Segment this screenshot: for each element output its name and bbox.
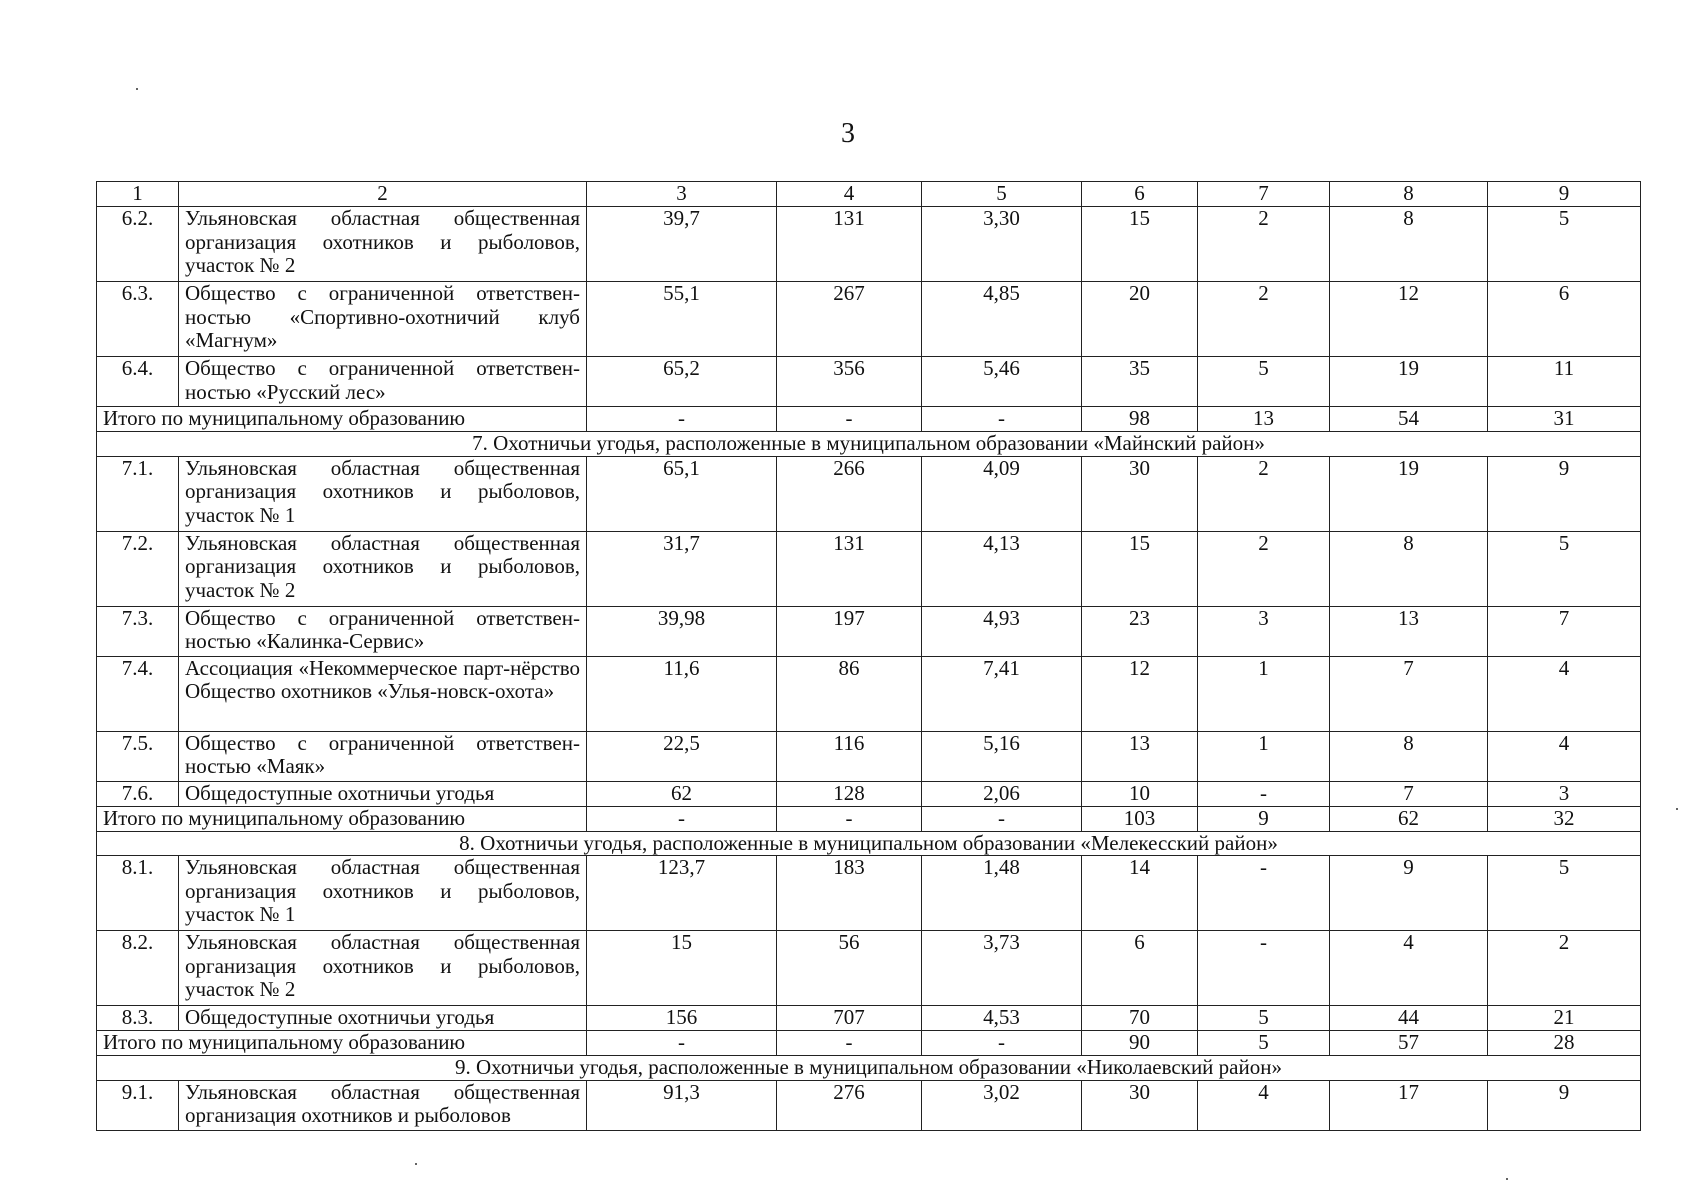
cell-c5: 5,46: [922, 357, 1082, 407]
scan-speck: [136, 88, 138, 90]
scan-speck: [1676, 808, 1678, 810]
cell-c6: 70: [1082, 1006, 1198, 1031]
table-row: [97, 357, 1641, 407]
table-row: [97, 456, 1641, 531]
row-index: 7.2.: [97, 531, 179, 606]
total-row: [97, 1031, 1641, 1056]
cell-c3: 62: [587, 781, 777, 806]
section-header-row: [97, 1056, 1641, 1081]
cell-c8: 12: [1330, 282, 1488, 357]
organization-name: Ульяновская областная общественная организация охотников и рыболовов, участок № 1: [179, 456, 587, 531]
cell-c7: 2: [1198, 282, 1330, 357]
cell-c5: 1,48: [922, 856, 1082, 931]
cell-c3: 65,2: [587, 357, 777, 407]
organization-name: Ульяновская областная общественная организация охотников и рыболовов, участок № 1: [179, 856, 587, 931]
cell-c3: 39,98: [587, 606, 777, 656]
total-c9: 32: [1488, 806, 1641, 831]
cell-c7: 2: [1198, 207, 1330, 282]
cell-c5: 2,06: [922, 781, 1082, 806]
organization-name: Общество с ограниченной ответствен-ностью «Спортивно-охотничий клуб «Магнум»: [179, 282, 587, 357]
cell-c9: 11: [1488, 357, 1641, 407]
total-label: Итого по муниципальному образованию: [97, 806, 587, 831]
cell-c4: 183: [777, 856, 922, 931]
cell-c3: 91,3: [587, 1080, 777, 1130]
total-c3: -: [587, 407, 777, 432]
table-row: [97, 731, 1641, 781]
total-c5: -: [922, 806, 1082, 831]
section-title: 8. Охотничьи угодья, расположенные в муниципальном образовании «Мелекесский район»: [97, 831, 1641, 856]
table-row: [97, 781, 1641, 806]
cell-c5: 5,16: [922, 731, 1082, 781]
total-c9: 31: [1488, 407, 1641, 432]
organization-name: Ульяновская областная общественная организация охотников и рыболовов, участок № 2: [179, 207, 587, 282]
table-row: [97, 282, 1641, 357]
cell-c3: 55,1: [587, 282, 777, 357]
cell-c8: 8: [1330, 531, 1488, 606]
total-c6: 103: [1082, 806, 1198, 831]
table-row: [97, 656, 1641, 731]
column-header: 2: [179, 182, 587, 207]
total-row: [97, 806, 1641, 831]
cell-c8: 13: [1330, 606, 1488, 656]
cell-c9: 21: [1488, 1006, 1641, 1031]
section-title: 7. Охотничьи угодья, расположенные в муниципальном образовании «Майнский район»: [97, 432, 1641, 457]
table-row: [97, 207, 1641, 282]
cell-c4: 131: [777, 531, 922, 606]
row-index: 8.2.: [97, 931, 179, 1006]
cell-c4: 197: [777, 606, 922, 656]
cell-c3: 22,5: [587, 731, 777, 781]
cell-c5: 4,53: [922, 1006, 1082, 1031]
page-number: 3: [841, 118, 855, 149]
cell-c3: 156: [587, 1006, 777, 1031]
table-body: [97, 182, 1641, 1131]
cell-c6: 15: [1082, 531, 1198, 606]
row-index: 7.4.: [97, 656, 179, 731]
cell-c6: 14: [1082, 856, 1198, 931]
cell-c4: 356: [777, 357, 922, 407]
row-index: 8.1.: [97, 856, 179, 931]
total-c3: -: [587, 1031, 777, 1056]
row-index: 7.5.: [97, 731, 179, 781]
cell-c4: 131: [777, 207, 922, 282]
cell-c7: -: [1198, 931, 1330, 1006]
cell-c9: 4: [1488, 731, 1641, 781]
cell-c7: 5: [1198, 357, 1330, 407]
cell-c9: 2: [1488, 931, 1641, 1006]
cell-c3: 11,6: [587, 656, 777, 731]
total-c8: 62: [1330, 806, 1488, 831]
cell-c9: 9: [1488, 1080, 1641, 1130]
total-row: [97, 407, 1641, 432]
cell-c5: 4,13: [922, 531, 1082, 606]
cell-c9: 4: [1488, 656, 1641, 731]
cell-c9: 5: [1488, 531, 1641, 606]
cell-c9: 6: [1488, 282, 1641, 357]
total-c3: -: [587, 806, 777, 831]
cell-c5: 4,09: [922, 456, 1082, 531]
total-c5: -: [922, 1031, 1082, 1056]
column-header: 4: [777, 182, 922, 207]
cell-c6: 23: [1082, 606, 1198, 656]
total-label: Итого по муниципальному образованию: [97, 407, 587, 432]
cell-c5: 4,93: [922, 606, 1082, 656]
cell-c9: 7: [1488, 606, 1641, 656]
section-title: 9. Охотничьи угодья, расположенные в муниципальном образовании «Николаевский район»: [97, 1056, 1641, 1081]
cell-c8: 17: [1330, 1080, 1488, 1130]
organization-name: Общество с ограниченной ответствен-ностью «Маяк»: [179, 731, 587, 781]
cell-c8: 4: [1330, 931, 1488, 1006]
cell-c6: 35: [1082, 357, 1198, 407]
row-index: 7.3.: [97, 606, 179, 656]
cell-c7: 3: [1198, 606, 1330, 656]
organization-name: Ульяновская областная общественная организация охотников и рыболовов, участок № 2: [179, 531, 587, 606]
total-c4: -: [777, 1031, 922, 1056]
row-index: 9.1.: [97, 1080, 179, 1130]
column-header: 8: [1330, 182, 1488, 207]
column-header: 6: [1082, 182, 1198, 207]
cell-c9: 5: [1488, 207, 1641, 282]
cell-c6: 30: [1082, 1080, 1198, 1130]
organization-name: Ульяновская областная общественная организация охотников и рыболовов: [179, 1080, 587, 1130]
cell-c8: 9: [1330, 856, 1488, 931]
cell-c6: 10: [1082, 781, 1198, 806]
table-row: [97, 856, 1641, 931]
row-index: 6.2.: [97, 207, 179, 282]
cell-c4: 116: [777, 731, 922, 781]
cell-c4: 266: [777, 456, 922, 531]
total-c7: 9: [1198, 806, 1330, 831]
cell-c4: 707: [777, 1006, 922, 1031]
cell-c8: 19: [1330, 357, 1488, 407]
total-c9: 28: [1488, 1031, 1641, 1056]
total-c4: -: [777, 407, 922, 432]
cell-c3: 31,7: [587, 531, 777, 606]
cell-c3: 123,7: [587, 856, 777, 931]
cell-c7: 2: [1198, 456, 1330, 531]
cell-c6: 30: [1082, 456, 1198, 531]
cell-c3: 65,1: [587, 456, 777, 531]
hunting-grounds-table: [96, 181, 1641, 1131]
cell-c8: 7: [1330, 656, 1488, 731]
cell-c9: 5: [1488, 856, 1641, 931]
organization-name: Ульяновская областная общественная организация охотников и рыболовов, участок № 2: [179, 931, 587, 1006]
cell-c8: 19: [1330, 456, 1488, 531]
total-c7: 13: [1198, 407, 1330, 432]
cell-c6: 6: [1082, 931, 1198, 1006]
cell-c8: 44: [1330, 1006, 1488, 1031]
cell-c5: 3,30: [922, 207, 1082, 282]
total-label: Итого по муниципальному образованию: [97, 1031, 587, 1056]
total-c7: 5: [1198, 1031, 1330, 1056]
row-index: 7.6.: [97, 781, 179, 806]
cell-c7: 1: [1198, 731, 1330, 781]
cell-c7: 1: [1198, 656, 1330, 731]
total-c4: -: [777, 806, 922, 831]
organization-name: Общество с ограниченной ответствен-ностью «Калинка-Сервис»: [179, 606, 587, 656]
cell-c7: 4: [1198, 1080, 1330, 1130]
scan-speck: [415, 1163, 417, 1165]
total-c8: 54: [1330, 407, 1488, 432]
total-c8: 57: [1330, 1031, 1488, 1056]
cell-c8: 8: [1330, 207, 1488, 282]
cell-c3: 15: [587, 931, 777, 1006]
cell-c8: 7: [1330, 781, 1488, 806]
table-row: [97, 1080, 1641, 1130]
organization-name: Общедоступные охотничьи угодья: [179, 1006, 587, 1031]
cell-c3: 39,7: [587, 207, 777, 282]
cell-c7: 2: [1198, 531, 1330, 606]
total-c6: 98: [1082, 407, 1198, 432]
cell-c4: 276: [777, 1080, 922, 1130]
table-row: [97, 931, 1641, 1006]
cell-c7: -: [1198, 856, 1330, 931]
total-c5: -: [922, 407, 1082, 432]
column-header: 1: [97, 182, 179, 207]
cell-c4: 86: [777, 656, 922, 731]
organization-name: Общедоступные охотничьи угодья: [179, 781, 587, 806]
column-header: 7: [1198, 182, 1330, 207]
cell-c4: 128: [777, 781, 922, 806]
cell-c7: -: [1198, 781, 1330, 806]
cell-c5: 3,73: [922, 931, 1082, 1006]
cell-c5: 3,02: [922, 1080, 1082, 1130]
cell-c7: 5: [1198, 1006, 1330, 1031]
column-number-header-row: [97, 182, 1641, 207]
section-header-row: [97, 831, 1641, 856]
cell-c6: 20: [1082, 282, 1198, 357]
row-index: 7.1.: [97, 456, 179, 531]
cell-c4: 267: [777, 282, 922, 357]
organization-name: Общество с ограниченной ответствен-ностью «Русский лес»: [179, 357, 587, 407]
cell-c5: 4,85: [922, 282, 1082, 357]
total-c6: 90: [1082, 1031, 1198, 1056]
column-header: 9: [1488, 182, 1641, 207]
cell-c9: 9: [1488, 456, 1641, 531]
table-row: [97, 531, 1641, 606]
column-header: 5: [922, 182, 1082, 207]
cell-c6: 13: [1082, 731, 1198, 781]
cell-c8: 8: [1330, 731, 1488, 781]
cell-c6: 15: [1082, 207, 1198, 282]
cell-c5: 7,41: [922, 656, 1082, 731]
scan-speck: [1506, 1178, 1508, 1180]
cell-c4: 56: [777, 931, 922, 1006]
column-header: 3: [587, 182, 777, 207]
cell-c9: 3: [1488, 781, 1641, 806]
organization-name: Ассоциация «Некоммерческое парт-нёрство Общество охотников «Улья-новск-охота»: [179, 656, 587, 731]
row-index: 6.3.: [97, 282, 179, 357]
row-index: 6.4.: [97, 357, 179, 407]
table-row: [97, 1006, 1641, 1031]
cell-c6: 12: [1082, 656, 1198, 731]
section-header-row: [97, 432, 1641, 457]
row-index: 8.3.: [97, 1006, 179, 1031]
table-row: [97, 606, 1641, 656]
